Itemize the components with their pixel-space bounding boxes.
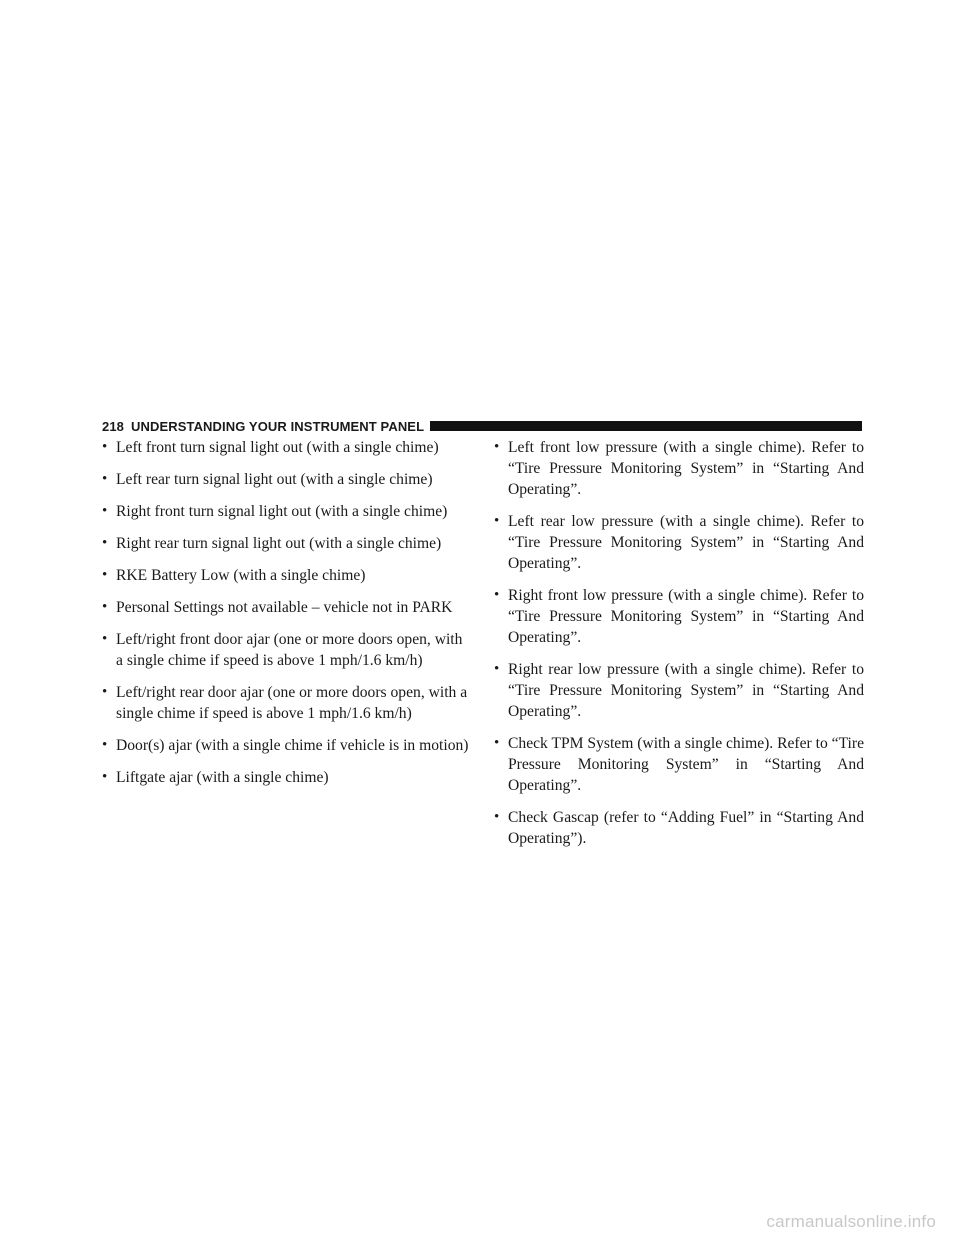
list-item xyxy=(102,469,472,490)
bullet: • xyxy=(102,769,108,785)
list-item xyxy=(494,511,864,574)
bullet: • xyxy=(102,599,108,615)
list-item xyxy=(102,629,472,671)
bullet: • xyxy=(102,684,108,700)
list-item xyxy=(102,501,472,522)
list-item-text: Left rear low pressure (with a single chime). Refer to “Tire Pressure Monitoring System” in “Starting And Operating”. xyxy=(508,513,864,572)
bullet: • xyxy=(494,809,500,825)
list-item-text: Left/right front door ajar (one or more doors open, with a single chime if speed is above 1 mph/1.6 km/h) xyxy=(116,631,463,669)
right-column xyxy=(494,437,864,860)
list-item xyxy=(102,735,472,756)
list-item-text: Check TPM System (with a single chime). Refer to “Tire Pressure Monitoring System” in “Starting And Operating”. xyxy=(508,735,865,794)
list-item xyxy=(102,682,472,724)
bullet: • xyxy=(494,439,500,455)
list-item xyxy=(102,767,472,788)
list-item xyxy=(494,807,864,849)
page-header xyxy=(102,417,862,435)
list-item-text: Check Gascap (refer to “Adding Fuel” in “Starting And Operating”). xyxy=(508,809,864,847)
list-item xyxy=(494,437,864,500)
list-item-text: Personal Settings not available – vehicle not in PARK xyxy=(116,599,453,616)
list-item xyxy=(102,565,472,586)
bullet: • xyxy=(102,503,108,519)
bullet: • xyxy=(494,513,500,529)
list-item xyxy=(102,533,472,554)
bullet: • xyxy=(494,661,500,677)
list-item xyxy=(102,597,472,618)
bullet: • xyxy=(494,587,500,603)
watermark: carmanualsonline.info xyxy=(766,1212,936,1231)
list-item-text: Door(s) ajar (with a single chime if vehicle is in motion) xyxy=(116,737,469,754)
list-item xyxy=(494,585,864,648)
bullet: • xyxy=(102,439,108,455)
list-item-text: RKE Battery Low (with a single chime) xyxy=(116,567,366,584)
list-item xyxy=(494,659,864,722)
page-number: 218 xyxy=(102,418,124,434)
list-item-text: Left/right rear door ajar (one or more doors open, with a single chime if speed is above 1 mph/1.6 km/h) xyxy=(116,684,468,722)
bullet: • xyxy=(102,737,108,753)
bullet: • xyxy=(102,567,108,583)
section-title: UNDERSTANDING YOUR INSTRUMENT PANEL xyxy=(131,418,425,434)
list-item xyxy=(102,437,472,458)
list-item-text: Left front low pressure (with a single chime). Refer to “Tire Pressure Monitoring System” in “Starting And Operating”. xyxy=(508,439,864,498)
list-item-text: Left front turn signal light out (with a single chime) xyxy=(116,439,439,456)
list-item xyxy=(494,733,864,796)
list-item-text: Right rear turn signal light out (with a single chime) xyxy=(116,535,442,552)
list-item-text: Right rear low pressure (with a single chime). Refer to “Tire Pressure Monitoring System” in “Starting And Operating”. xyxy=(508,661,864,720)
bullet: • xyxy=(494,735,500,751)
bullet: • xyxy=(102,631,108,647)
left-column xyxy=(102,437,472,799)
list-item-text: Liftgate ajar (with a single chime) xyxy=(116,769,329,786)
list-item-text: Right front turn signal light out (with a single chime) xyxy=(116,503,448,520)
bullet: • xyxy=(102,471,108,487)
header-rule xyxy=(430,421,862,431)
list-item-text: Right front low pressure (with a single chime). Refer to “Tire Pressure Monitoring System” in “Starting And Operating”. xyxy=(508,587,864,646)
bullet: • xyxy=(102,535,108,551)
list-item-text: Left rear turn signal light out (with a single chime) xyxy=(116,471,433,488)
